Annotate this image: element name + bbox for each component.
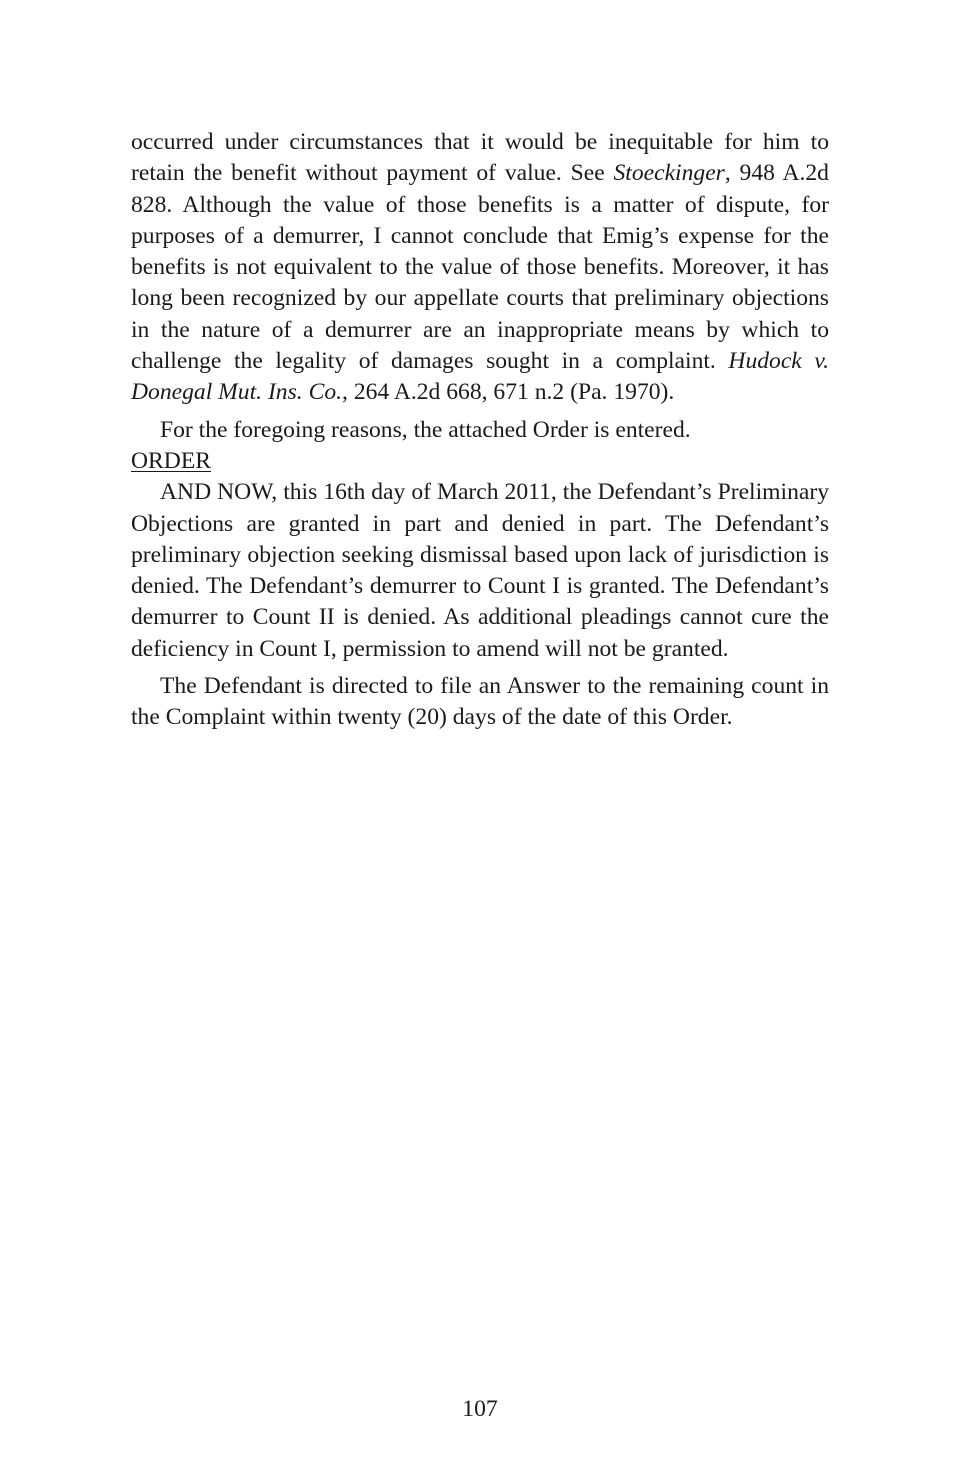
order-heading: ORDER	[131, 447, 211, 474]
order-paragraph: AND NOW, this 16th day of March 2011, the Defendant’s Preliminary Objections are granted in part and denied in part. The Defendant’s preliminary objection seeking dismissal based upon lack of jurisdiction is denied. The Defendant’s demurrer to Count I is granted. The Defendant’s demurrer to Count II is denied. As additional pleadings cannot cure the deficiency in Count I, permission to amend will not be granted.	[131, 479, 829, 662]
case-citation-hudock: Hudock v. Donegal Mut. Ins. Co.	[131, 348, 829, 406]
case-citation-stoeckinger: Stoeckinger	[613, 160, 725, 187]
page-body	[131, 127, 829, 734]
paragraph-text-segment: , 948 A.2d 828. Although the value of those benefits is a matter of dispute, for purposes of a demurrer, I cannot conclude that Emig’s expense for the benefits is not equivalent to the value of those benefits. Moreover, it has long been recognized by our appellate courts that preliminary objections in the nature of a demurrer are an inappropriate means by which to challenge the legality of damages sought in a complaint.	[131, 160, 829, 375]
answer-directive-paragraph: The Defendant is directed to file an Answer to the remaining count in the Complaint within twenty (20) days of the date of this Order.	[131, 673, 829, 731]
paragraph-text-segment: , 264 A.2d 668, 671 n.2 (Pa. 1970).	[342, 379, 675, 406]
foregoing-reasons-paragraph: For the foregoing reasons, the attached Order is entered.	[160, 416, 691, 443]
page-number: 107	[462, 1396, 498, 1422]
paragraph-text-segment: occurred under circumstances that it would be inequitable for him to retain the benefit without payment of value. See	[131, 129, 829, 187]
opinion-paragraph-conclusion	[131, 127, 829, 409]
